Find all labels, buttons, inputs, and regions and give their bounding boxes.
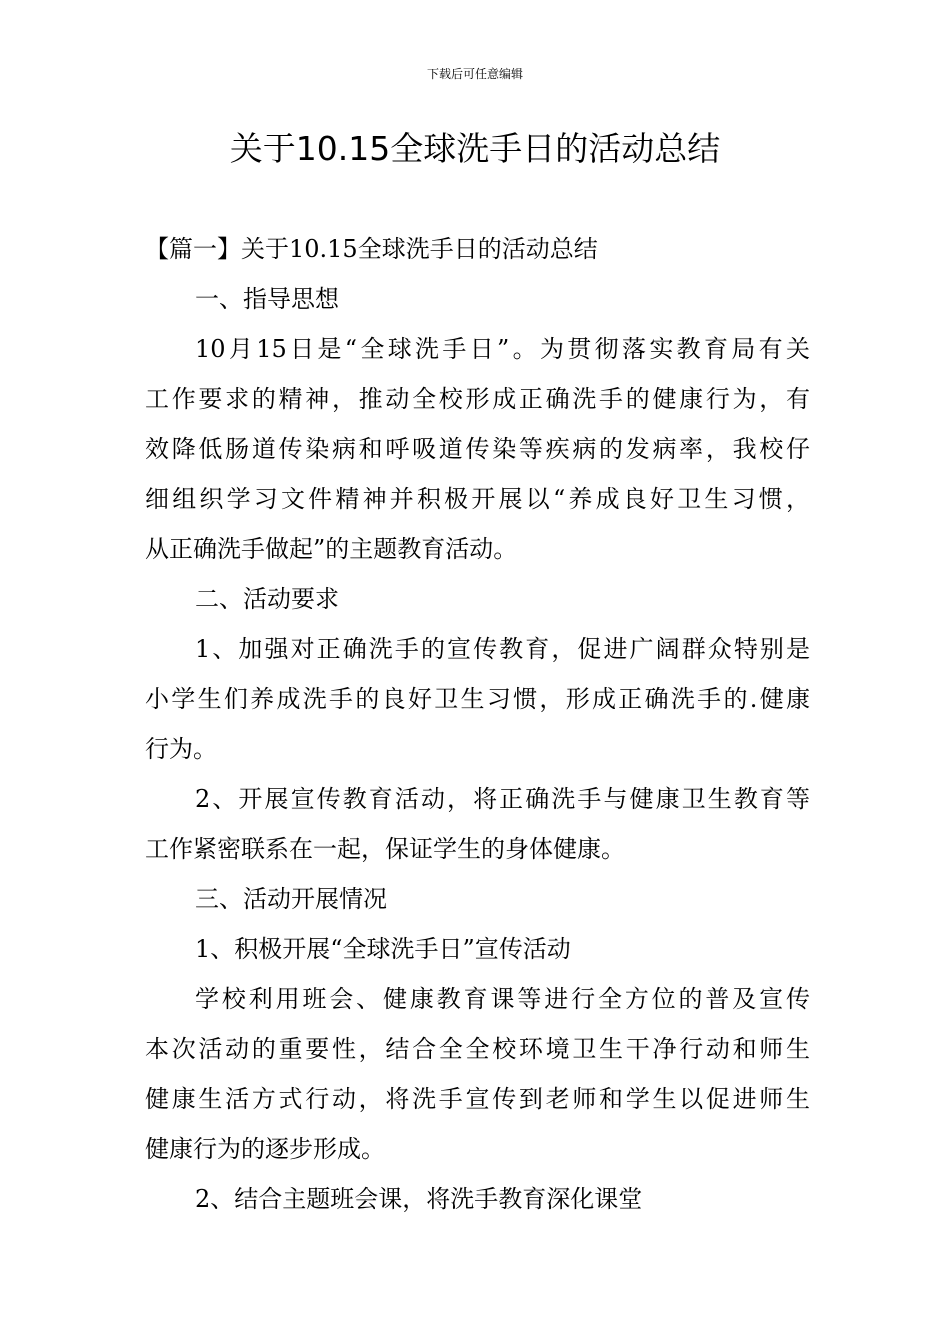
paragraph-line: 工作要求的精神，推动全校形成正确洗手的健康行为，有 xyxy=(145,385,810,413)
paragraph-line: 行为。 xyxy=(145,735,217,763)
document-title: 关于10.15全球洗手日的活动总结 xyxy=(229,129,721,168)
header-note: 下载后可任意编辑 xyxy=(426,67,523,81)
paragraph-line: 效降低肠道传染病和呼吸道传染等疾病的发病率，我校仔 xyxy=(145,435,810,463)
paragraph-line: 工作紧密联系在一起，保证学生的身体健康。 xyxy=(145,835,625,863)
paragraph-line: 学校利用班会、健康教育课等进行全方位的普及宣传 xyxy=(195,985,810,1013)
section-heading: 【篇一】关于10.15全球洗手日的活动总结 xyxy=(145,235,598,263)
paragraph-line: 从正确洗手做起”的主题教育活动。 xyxy=(145,535,518,563)
paragraph-line: 小学生们养成洗手的良好卫生习惯，形成正确洗手的.健康 xyxy=(145,685,810,713)
paragraph-line: 2、开展宣传教育活动，将正确洗手与健康卫生教育等 xyxy=(195,785,810,813)
paragraph-line: 健康行为的逐步形成。 xyxy=(145,1135,385,1163)
subheading: 三、活动开展情况 xyxy=(195,885,387,913)
paragraph-line: 1、加强对正确洗手的宣传教育，促进广阔群众特别是 xyxy=(195,635,810,663)
subheading: 二、活动要求 xyxy=(195,585,339,613)
paragraph-line: 本次活动的重要性，结合全全校环境卫生干净行动和师生 xyxy=(145,1035,810,1063)
paragraph-line: 10月15日是“全球洗手日”。为贯彻落实教育局有关 xyxy=(195,335,810,363)
document-body xyxy=(145,224,810,1224)
paragraph-line: 细组织学习文件精神并积极开展以“养成良好卫生习惯， xyxy=(145,485,810,513)
subheading: 2、结合主题班会课，将洗手教育深化课堂 xyxy=(195,1185,643,1213)
subheading: 一、指导思想 xyxy=(195,285,339,313)
subheading: 1、积极开展“全球洗手日”宣传活动 xyxy=(195,935,571,963)
paragraph-line: 健康生活方式行动，将洗手宣传到老师和学生以促进师生 xyxy=(145,1085,810,1113)
